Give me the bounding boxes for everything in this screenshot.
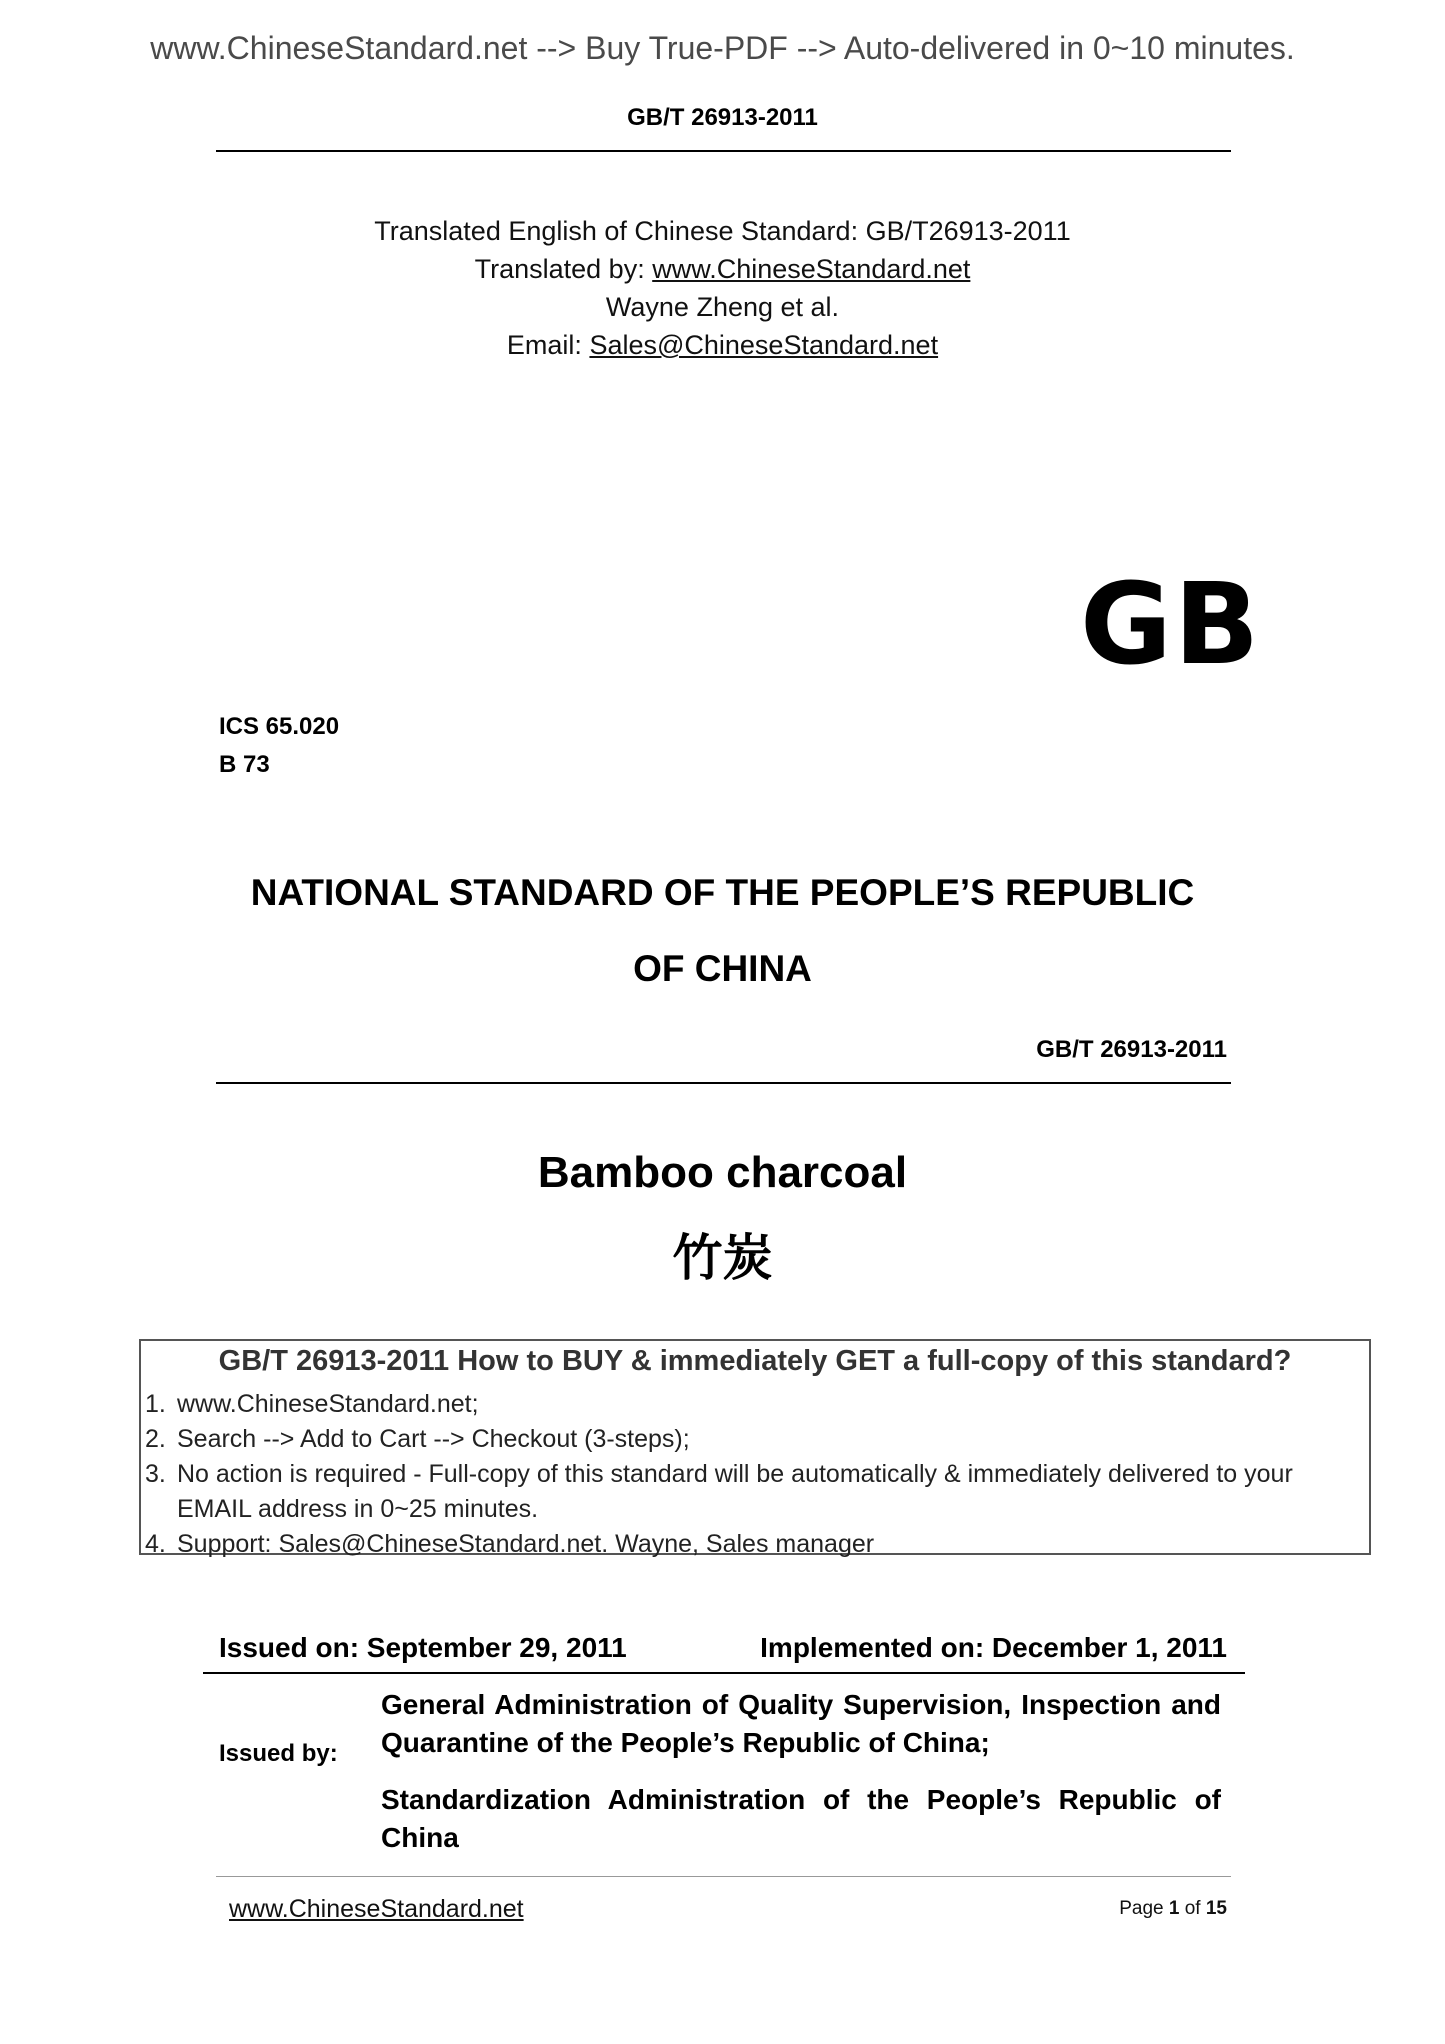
list-text: www.ChineseStandard.net;: [177, 1390, 479, 1418]
list-item: [145, 1527, 1345, 1562]
translation-line: Translated English of Chinese Standard: GB/T26913-2011: [374, 216, 1071, 246]
title-english: Bamboo charcoal: [537, 1148, 908, 1197]
title-divider: [216, 1082, 1231, 1084]
gb-mark: GB: [1080, 560, 1262, 690]
ccs-code: B 73: [219, 751, 270, 778]
translator-name: Wayne Zheng et al.: [605, 292, 840, 322]
title-chinese: 竹炭: [672, 1229, 773, 1287]
list-number: 2.: [145, 1425, 166, 1453]
list-number: 3.: [145, 1460, 166, 1488]
purchase-info-box: [139, 1339, 1371, 1558]
purchase-steps: [145, 1387, 1345, 1562]
email-line: [0, 330, 1445, 361]
translator-site-link[interactable]: www.ChineseStandard.net: [652, 254, 971, 284]
translated-by: [0, 254, 1445, 285]
issued-date: Issued on: September 29, 2011: [219, 1632, 627, 1663]
footer-site-link[interactable]: www.ChineseStandard.net: [229, 1895, 524, 1923]
top-banner: www.ChineseStandard.net --> Buy True-PDF --> Auto-delivered in 0~10 minutes.: [150, 30, 1295, 66]
national-standard-line1: NATIONAL STANDARD OF THE PEOPLE’S REPUBLIC: [250, 872, 1195, 913]
header-standard-code: GB/T 26913-2011: [627, 104, 818, 131]
standard-code: GB/T 26913-2011: [1036, 1036, 1227, 1063]
page-of: of: [1179, 1898, 1206, 1919]
list-number: 1.: [145, 1390, 166, 1418]
email-link[interactable]: Sales@ChineseStandard.net: [589, 330, 939, 360]
issuer-sac: Standardization Administration of the People’s Republic of China: [381, 1784, 1221, 1853]
list-text: Search --> Add to Cart --> Checkout (3-steps);: [177, 1425, 690, 1453]
footer-divider: [216, 1876, 1231, 1877]
header-divider: [216, 150, 1231, 152]
list-item: [145, 1422, 1345, 1457]
issued-by-label: Issued by:: [219, 1740, 338, 1767]
list-text: Support: Sales@ChineseStandard.net. Wayne, Sales manager: [177, 1530, 875, 1558]
national-standard-line2: OF CHINA: [633, 948, 812, 989]
implemented-date: Implemented on: December 1, 2011: [760, 1632, 1227, 1663]
page-current: 1: [1168, 1898, 1180, 1919]
list-number: 4.: [145, 1530, 166, 1558]
ics-code: ICS 65.020: [219, 713, 340, 740]
page-total: 15: [1205, 1898, 1227, 1919]
issuer-aqsiq: General Administration of Quality Supervision, Inspection and Quarantine of the People’s Republic of China;: [381, 1689, 1221, 1758]
page-number: [1119, 1898, 1227, 1920]
list-text: No action is required - Full-copy of this standard will be automatically & immediately delivered to your EMAIL address in 0~25 minutes.: [177, 1460, 1293, 1523]
email-label: Email:: [506, 330, 590, 360]
page-prefix: Page: [1119, 1898, 1169, 1919]
list-item: [145, 1457, 1345, 1527]
list-item: [145, 1387, 1345, 1422]
dates-divider: [203, 1672, 1245, 1674]
purchase-heading: GB/T 26913-2011 How to BUY & immediately GET a full-copy of this standard?: [218, 1345, 1292, 1377]
translated-by-label: Translated by:: [474, 254, 653, 284]
